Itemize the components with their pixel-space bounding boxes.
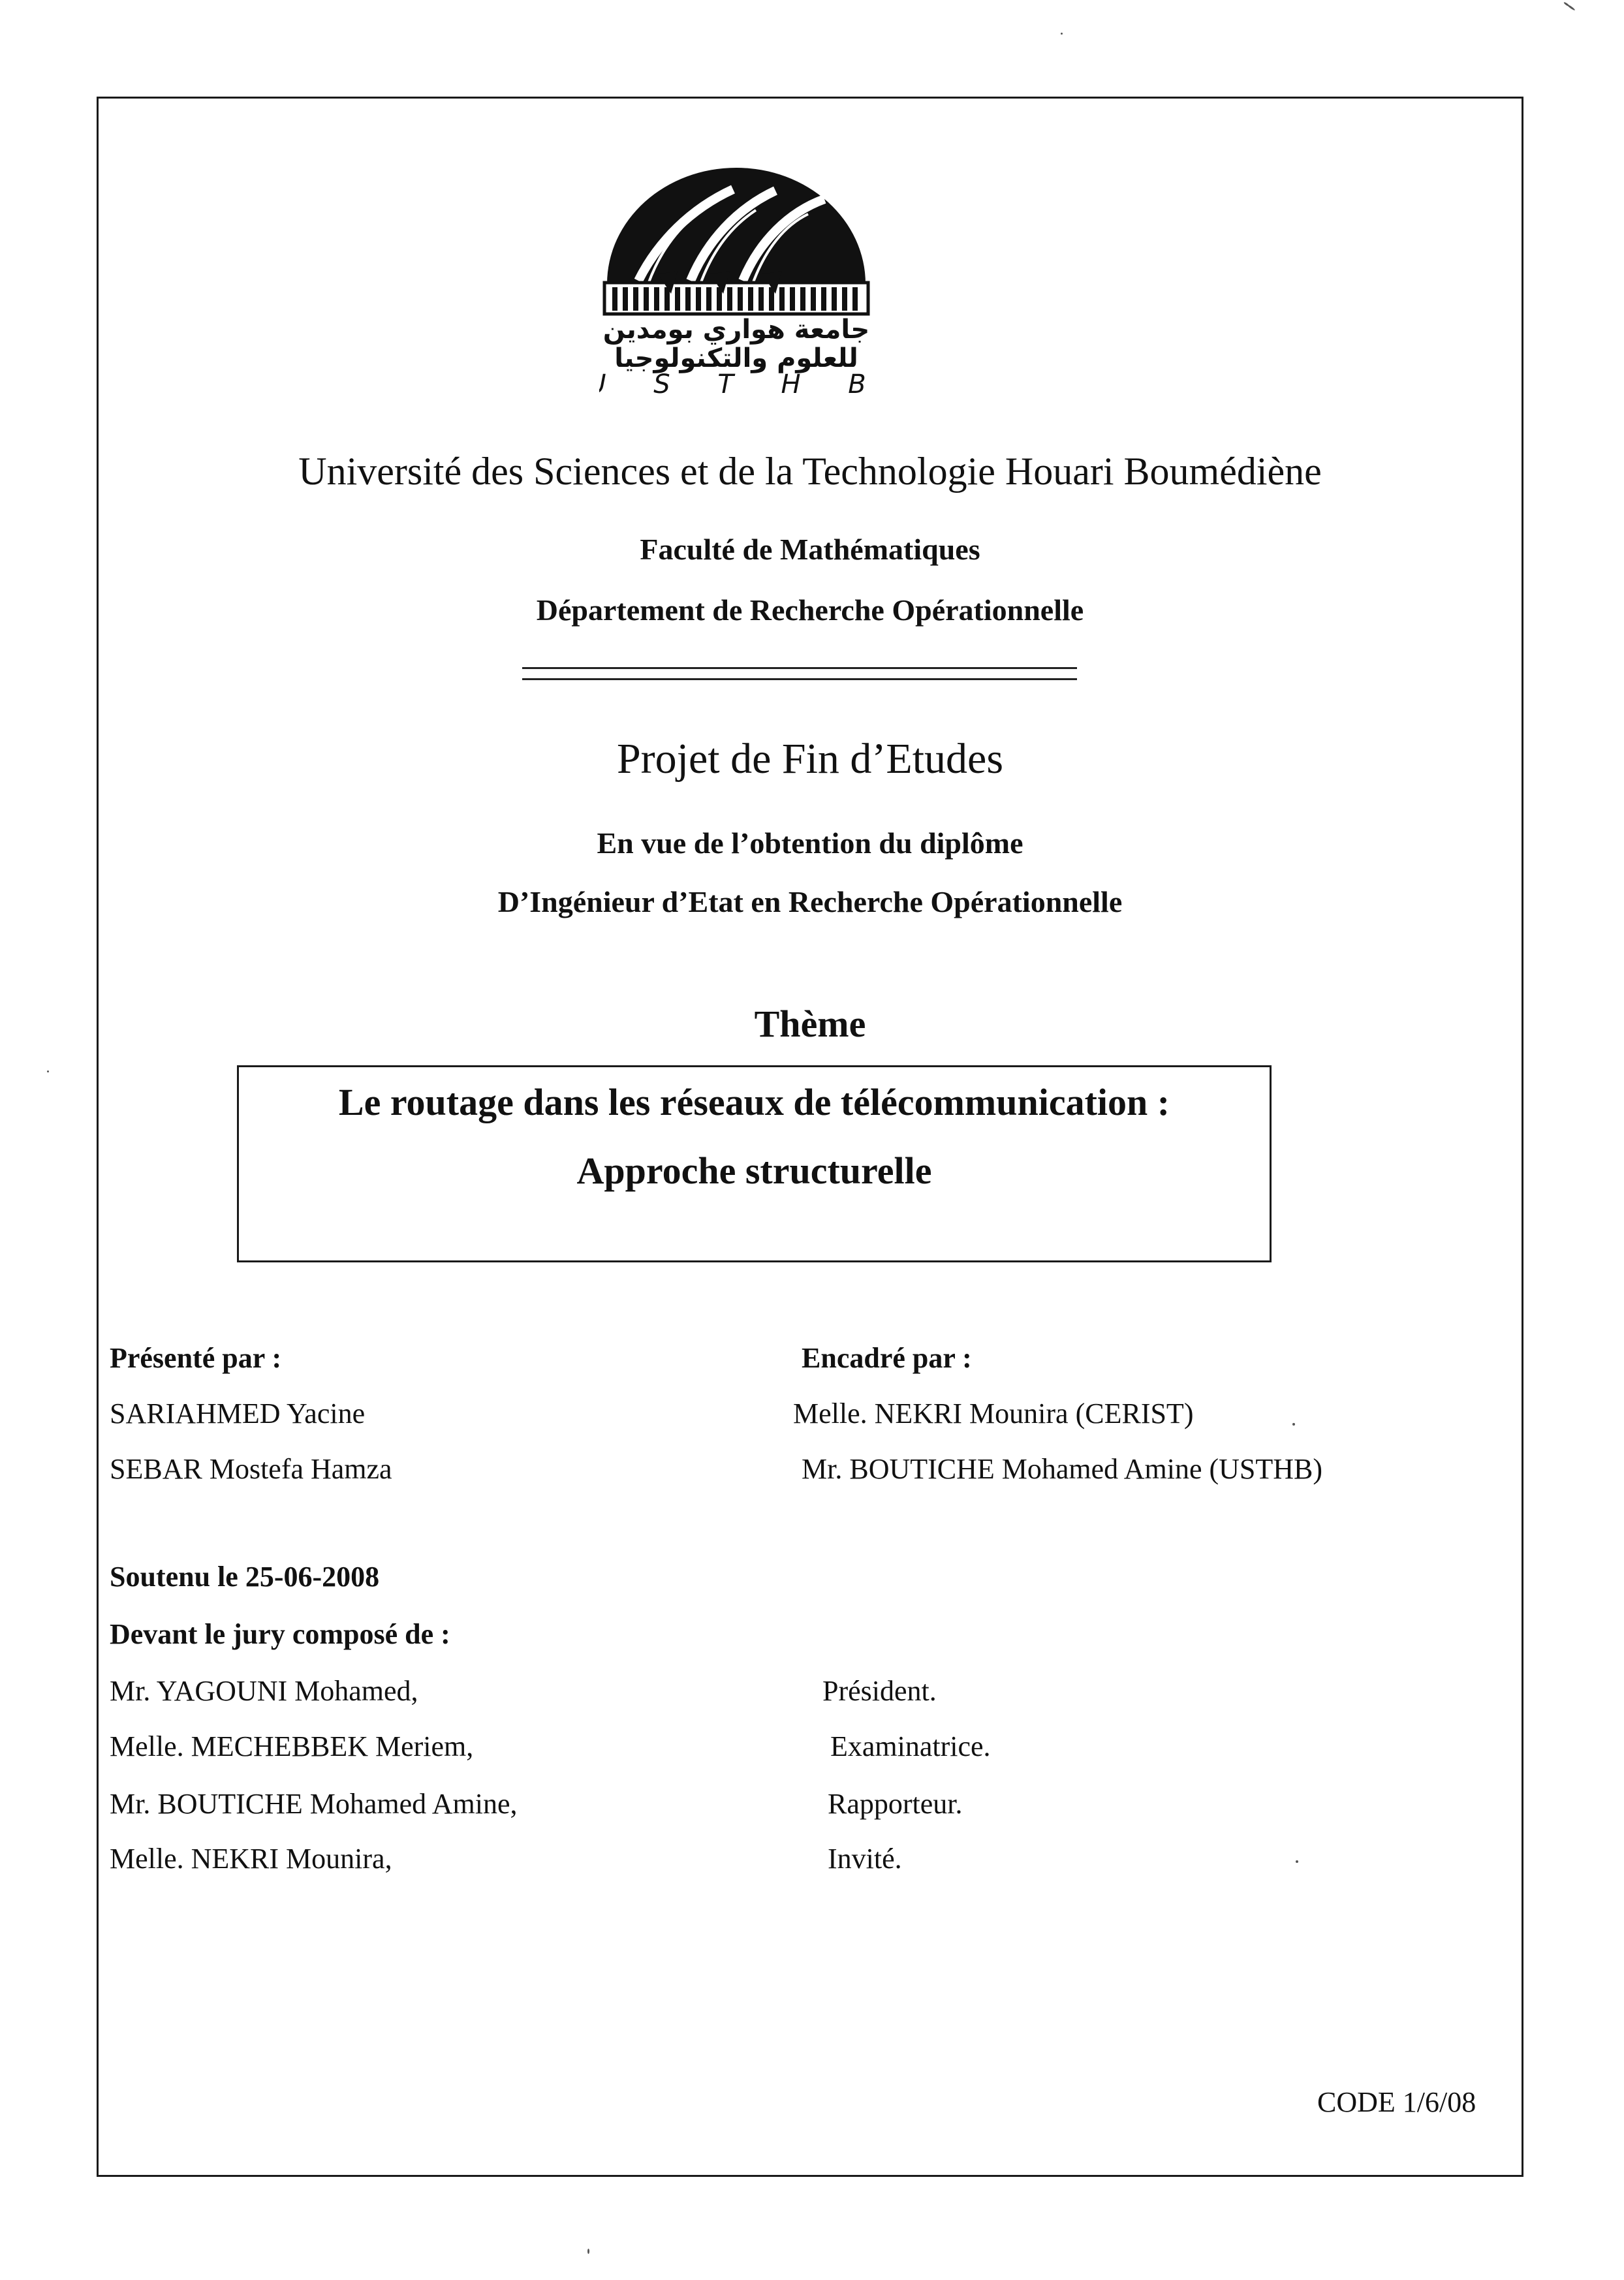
scan-speck — [1061, 33, 1063, 35]
jury-member-name: Mr. YAGOUNI Mohamed, — [110, 1675, 418, 1707]
supervisor-name: Mr. BOUTICHE Mohamed Amine (USTHB) — [802, 1453, 1323, 1485]
logo-arabic-name: جامعة هواري بومدين — [602, 315, 870, 345]
supervised-by-label: Encadré par : — [802, 1342, 972, 1374]
jury-member-role: Invité. — [828, 1843, 902, 1875]
project-purpose: En vue de l’obtention du diplôme — [597, 826, 1023, 860]
faculty-name: Faculté de Mathématiques — [640, 533, 980, 566]
student-name: SARIAHMED Yacine — [110, 1398, 366, 1429]
usthb-logo — [599, 163, 873, 398]
university-name: Université des Sciences et de la Technologie Houari Boumédiène — [298, 450, 1322, 493]
jury-member-role: Examinatrice. — [830, 1730, 991, 1762]
project-title: Projet de Fin d’Etudes — [616, 735, 1004, 783]
jury-member-role: Président. — [822, 1675, 937, 1707]
theme-title-line1: Le routage dans les réseaux de télécommunication : — [338, 1081, 1170, 1123]
scan-speck — [1296, 1860, 1298, 1863]
double-rule-divider — [522, 667, 1077, 680]
theme-label: Thème — [754, 1003, 866, 1045]
presented-by-label: Présenté par : — [110, 1342, 282, 1374]
theme-title-line2: Approche structurelle — [576, 1149, 932, 1192]
scan-speck — [1567, 4, 1575, 10]
defense-date: Soutenu le 25-06-2008 — [110, 1561, 380, 1593]
jury-label: Devant le jury composé de : — [110, 1618, 450, 1650]
department-name: Département de Recherche Opérationnelle — [536, 593, 1084, 627]
theme-box — [237, 1065, 1272, 1262]
scan-speck — [47, 1070, 49, 1072]
logo-arabic-subtitle: للعلوم والتكنولوجيا — [614, 343, 858, 373]
jury-member-role: Rapporteur. — [828, 1788, 963, 1820]
scan-speck — [1292, 1423, 1295, 1426]
jury-member-name: Melle. MECHEBBEK Meriem, — [110, 1730, 474, 1762]
supervisor-name: Melle. NEKRI Mounira (CERIST) — [793, 1398, 1194, 1429]
usthb-emblem-icon — [599, 163, 873, 398]
project-degree: D’Ingénieur d’Etat en Recherche Opérationnelle — [497, 885, 1123, 918]
document-code: CODE 1/6/08 — [1317, 2086, 1476, 2118]
jury-member-name: Melle. NEKRI Mounira, — [110, 1843, 392, 1875]
logo-acronym: U S T H B — [599, 369, 873, 398]
jury-member-name: Mr. BOUTICHE Mohamed Amine, — [110, 1788, 518, 1820]
scan-speck — [587, 2249, 589, 2254]
student-name: SEBAR Mostefa Hamza — [110, 1453, 392, 1485]
